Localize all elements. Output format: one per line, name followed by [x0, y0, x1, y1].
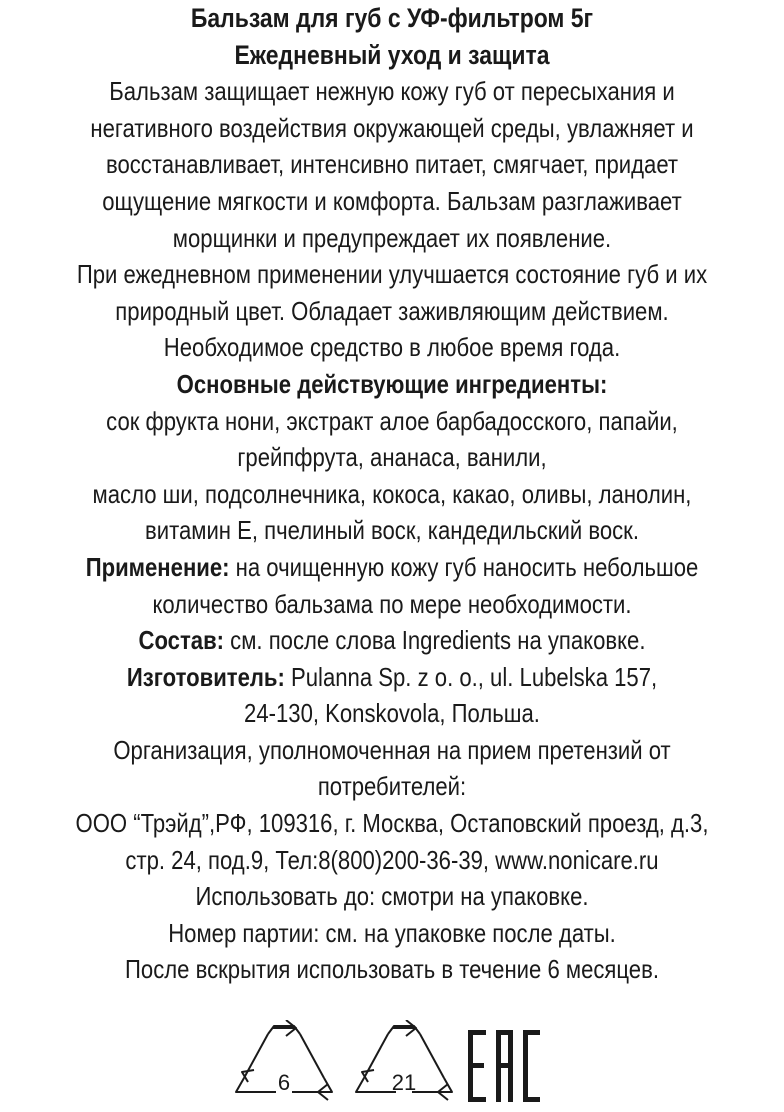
recycle-triangle-icon — [232, 1020, 336, 1106]
usage-line — [59, 549, 725, 586]
product-label-text — [59, 0, 725, 988]
recycle-triangle-icon — [352, 1020, 456, 1106]
certification-marks — [0, 1016, 784, 1112]
usage-text: на очищенную кожу губ наносить небольшое — [229, 551, 699, 582]
manufacturer-line: 24-130, Konskovola, Польша. — [244, 698, 540, 729]
ingredients-line: масло ши, подсолнечника, кокоса, какао, оливы, ланолин, — [92, 478, 692, 509]
description-line: восстанавливает, интенсивно питает, смягчает, придает — [105, 149, 679, 180]
description-line: Необходимое средство в любое время года. — [163, 332, 621, 363]
eac-mark-icon — [466, 1026, 542, 1106]
ingredients-line: сок фрукта нони, экстракт алое барбадосского, папайи, — [106, 405, 678, 436]
usage-line: количество бальзама по мере необходимости. — [152, 588, 632, 619]
description-line: ощущение мягкости и комфорта. Бальзам разглаживает — [102, 185, 682, 216]
footer-line: Номер партии: см. на упаковке после даты. — [168, 917, 616, 948]
manufacturer-text: Pulanna Sp. z o. o., ul. Lubelska 157, — [284, 661, 658, 692]
recycle-code: 6 — [277, 1070, 291, 1095]
description-line: Бальзам защищает нежную кожу губ от пересыхания и — [109, 76, 675, 107]
ingredients-heading: Основные действующие ингредиенты: — [176, 368, 608, 399]
footer-line: После вскрытия использовать в течение 6 месяцев. — [125, 954, 659, 985]
recycle-triangle-icon — [352, 1020, 456, 1106]
product-title: Бальзам для губ с УФ-фильтром 5г — [190, 3, 594, 33]
product-subtitle: Ежедневный уход и защита — [234, 39, 550, 70]
eac-mark-icon — [466, 1026, 542, 1106]
description-line: негативного воздействия окружающей среды, увлажняет и — [90, 112, 694, 143]
description-line: При ежедневном применении улучшается состояние губ и их — [76, 259, 708, 290]
ingredients-line: грейпфрута, ананаса, ванили, — [237, 442, 547, 473]
manufacturer-label: Изготовитель: — [126, 661, 285, 692]
footer-line: Использовать до: смотри на упаковке. — [195, 881, 589, 912]
description-line: морщинки и предупреждает их появление. — [172, 222, 612, 253]
organization-line: Организация, уполномоченная на прием претензий от — [113, 734, 671, 765]
description-line: природный цвет. Обладает заживляющим действием. — [115, 295, 669, 326]
composition-text: см. после слова Ingredients на упаковке. — [224, 625, 646, 656]
recycle-triangle-icon — [232, 1020, 336, 1106]
organization-line: ООО “Трэйд”,РФ, 109316, г. Москва, Остаповский проезд, д.3, — [75, 808, 709, 839]
recycle-code: 21 — [391, 1070, 417, 1095]
composition-label: Состав: — [138, 625, 225, 656]
ingredients-line: витамин Е, пчелиный воск, кандедильский воск. — [145, 515, 639, 546]
usage-label: Применение: — [85, 551, 230, 582]
organization-line: потребителей: — [317, 771, 467, 802]
manufacturer-line — [59, 659, 725, 696]
organization-line: стр. 24, под.9, Тел:8(800)200-36-39, www.nonicare.ru — [125, 844, 659, 875]
composition-line — [59, 622, 725, 659]
